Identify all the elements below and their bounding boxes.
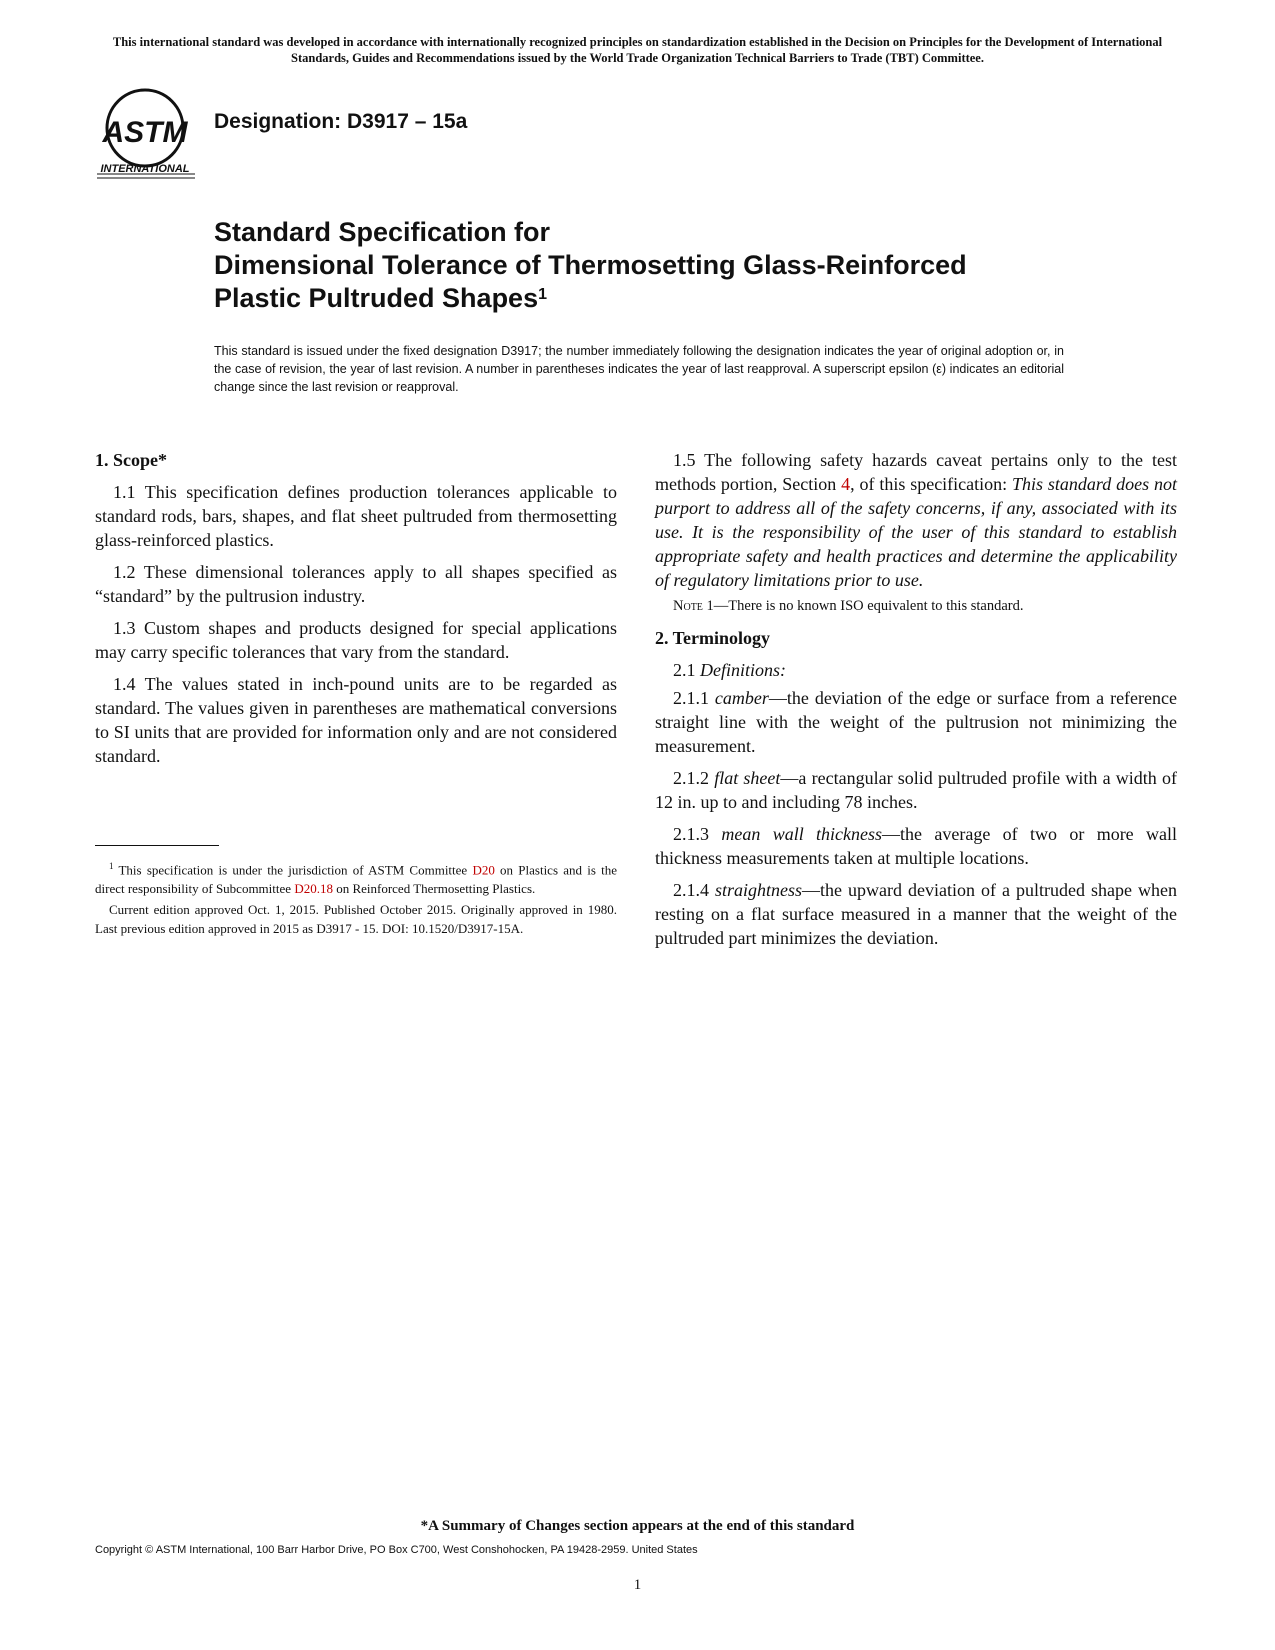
page-title	[214, 216, 1114, 315]
section-4-link[interactable]: 4	[841, 474, 851, 494]
footnote-1-mark: 1	[109, 861, 114, 871]
note-1	[655, 596, 1177, 616]
right-column	[655, 448, 1177, 958]
paragraph-2-1-4	[655, 878, 1177, 950]
def-camber-text: —the deviation of the edge or surface from a reference straight line with the weight of the pultrusion not minimizing the measurement.	[655, 688, 1177, 756]
page-number: 1	[633, 1577, 642, 1593]
title-line-3-text: Plastic Pultruded Shapes	[214, 283, 539, 313]
subcommittee-d20-18-link[interactable]: D20.18	[294, 881, 333, 897]
def-mean-wall-term: mean wall thickness	[721, 824, 883, 844]
left-column	[95, 448, 617, 776]
footnotes	[95, 857, 617, 940]
def-flat-sheet-text: —a rectangular solid pultruded profile with a width of 12 in. up to and including 78 inches.	[655, 768, 1177, 812]
paragraph-1-5-mid: , of this specification:	[850, 474, 1013, 494]
committee-d20-link[interactable]: D20	[472, 862, 495, 878]
def-straightness-num: 2.1.4	[673, 880, 716, 900]
def-straightness-text: —the upward deviation of a pultruded shape when resting on a flat surface measured in a manner that the weight of the pultruded part minimizes the deviation.	[655, 880, 1177, 948]
paragraph-2-1-2	[655, 766, 1177, 814]
footnote-1-text-a: This specification is under the jurisdiction of ASTM Committee	[113, 862, 473, 878]
paragraph-1-2: 1.2 These dimensional tolerances apply to all shapes specified as “standard” by the pultrusion industry.	[95, 562, 617, 606]
paragraph-1-3: 1.3 Custom shapes and products designed for special applications may carry specific tolerances that vary from the standard.	[95, 618, 617, 662]
paragraph-2-1-term: Definitions:	[700, 660, 786, 680]
paragraph-1-1: 1.1 This specification defines production tolerances applicable to standard rods, bars, shapes, and flat sheet pultruded from thermosetting glass-reinforced plastics.	[95, 482, 617, 550]
title-footnote-mark[interactable]: 1	[538, 286, 547, 303]
designation: Designation: D3917 – 15a	[214, 110, 468, 133]
paragraph-2-1-1	[655, 686, 1177, 758]
logo-text: ASTM	[102, 116, 188, 149]
title-line-1: Standard Specification for	[214, 217, 551, 247]
def-flat-sheet-term: flat sheet	[714, 768, 781, 788]
title-line-2: Dimensional Tolerance of Thermosetting Glass-Reinforced	[214, 250, 967, 280]
summary-of-changes-note: *A Summary of Changes section appears at the end of this standard	[420, 1518, 855, 1534]
def-camber-num: 2.1.1	[673, 688, 715, 708]
footnote-1	[95, 857, 617, 898]
def-camber-term: camber	[714, 688, 769, 708]
paragraph-2-1	[655, 658, 1177, 682]
def-mean-wall-num: 2.1.3	[673, 824, 722, 844]
footnote-1-text-b: on Plastics and is the direct responsibility of Subcommittee	[95, 862, 618, 897]
intro-paragraph: This standard is issued under the fixed designation D3917; the number immediately following the designation indicates the year of original adoption or, in the case of revision, the year of last revision. A number in parentheses indicates the year of last reapproval. A superscript epsilon (ε) indicates an editorial change since the last revision or reapproval.	[214, 344, 1064, 394]
footnote-1-text-c: on Reinforced Thermosetting Plastics.	[332, 881, 536, 897]
paragraph-1-5	[655, 448, 1177, 592]
paragraph-2-1-num: 2.1	[673, 660, 700, 680]
def-straightness-term: straightness	[715, 880, 803, 900]
def-flat-sheet-num: 2.1.2	[673, 768, 715, 788]
note-1-label: Note 1	[673, 598, 714, 614]
paragraph-1-5-lead: 1.5 The following safety hazards caveat pertains only to the test methods portion, Section	[655, 450, 1177, 494]
paragraph-1-4: 1.4 The values stated in inch-pound units are to be regarded as standard. The values given in parentheses are mathematical conversions to SI units that are provided for information only and are not considered standard.	[95, 674, 617, 766]
note-1-text: —There is no known ISO equivalent to this standard.	[713, 598, 1024, 614]
footnote-edition: Current edition approved Oct. 1, 2015. Published October 2015. Originally approved in 1980. Last previous edition approved in 2015 as D3917 - 15. DOI: 10.1520/D3917-15A.	[95, 902, 617, 937]
wto-notice: This international standard was developed in accordance with internationally recognized principles on standardization established in the Decision on Principles for the Development of International Standards, Guides and Recommendations issued by the World Trade Organization Technical Barriers to Trade (TBT) Committee.	[112, 35, 1163, 65]
title-line-3	[214, 282, 1114, 315]
safety-caveat: This standard does not purport to address all of the safety concerns, if any, associated with its use. It is the responsibility of the user of this standard to establish appropriate safety and health practices and determine the applicability of regulatory limitations prior to use.	[655, 474, 1177, 590]
copyright: Copyright © ASTM International, 100 Barr Harbor Drive, PO Box C700, West Conshohocken, PA 19428-2959. United States	[95, 1544, 698, 1556]
def-mean-wall-text: —the average of two or more wall thickness measurements taken at multiple locations.	[655, 824, 1178, 868]
footnote-divider	[95, 845, 219, 846]
astm-logo-icon	[95, 88, 205, 188]
paragraph-2-1-3	[655, 822, 1177, 870]
logo-subtext: INTERNATIONAL	[100, 163, 190, 175]
scope-heading: 1. Scope*	[95, 450, 167, 470]
terminology-heading: 2. Terminology	[655, 628, 771, 648]
